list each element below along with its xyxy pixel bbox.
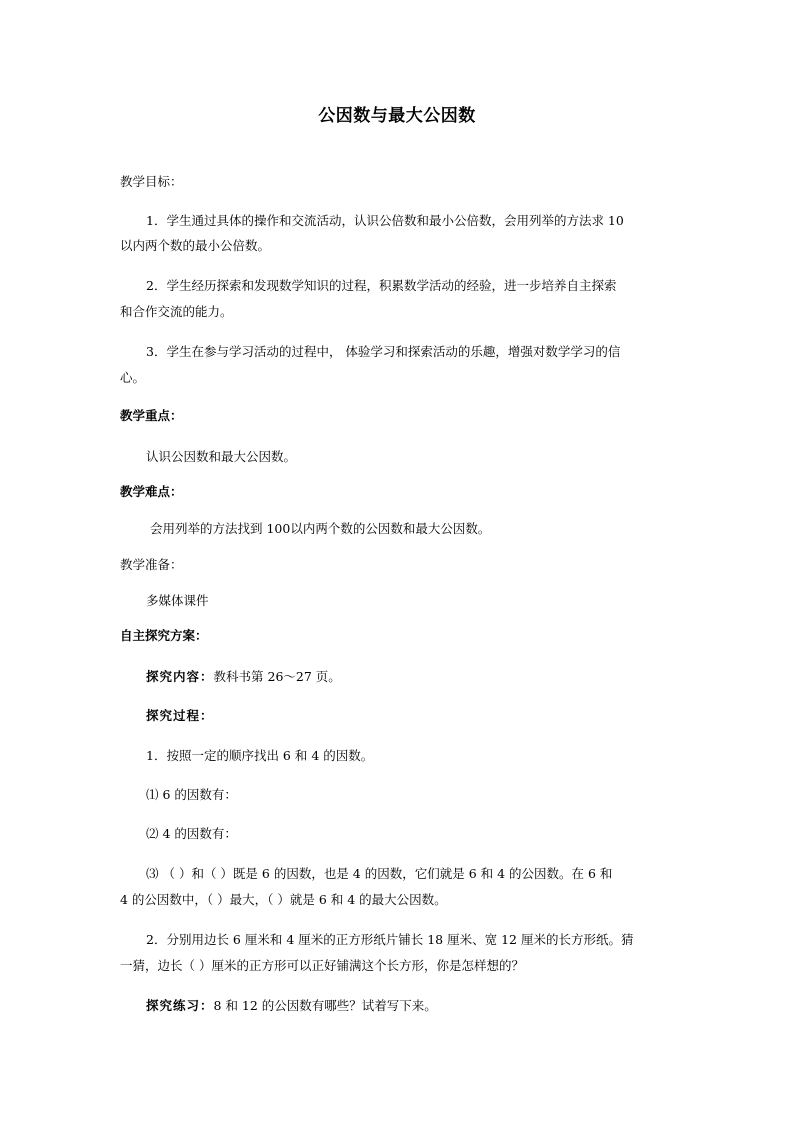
preparation-text: 多媒体课件 <box>146 593 209 608</box>
goals-heading: 教学目标： <box>120 174 183 189</box>
goal-3-line-2: 心。 <box>120 370 146 385</box>
step-1-c-line-2: 4 的公因数中，（ ）最大，（ ）就是 6 和 4 的最大公因数。 <box>120 892 447 907</box>
document-title: 公因数与最大公因数 <box>318 106 476 126</box>
preparation-heading: 教学准备： <box>120 557 183 572</box>
step-2-line-2: 一猜，边长（ ）厘米的正方形可以正好铺满这个长方形，你是怎样想的？ <box>120 958 524 973</box>
goal-2-line-1: 2．学生经历探索和发现数学知识的过程，积累数学活动的经验，进一步培养自主探索 <box>146 278 617 293</box>
step-2-line-1: 2．分别用边长 6 厘米和 4 厘米的正方形纸片铺长 18 厘米、宽 12 厘米的长方形纸。猜 <box>146 932 634 947</box>
goal-1-line-2: 以内两个数的最小公倍数。 <box>120 238 271 253</box>
step-1-b: ⑵ 4 的因数有： <box>146 826 237 841</box>
difficulty-text: 会用列举的方法找到 100以内两个数的公因数和最大公因数。 <box>150 521 491 536</box>
goal-2-line-2: 和合作交流的能力。 <box>120 304 233 319</box>
practice-label: 探究练习： <box>146 998 214 1013</box>
practice-text: 8 和 12 的公因数有哪些？试着写下来。 <box>213 998 437 1013</box>
goal-3-line-1: 3．学生在参与学习活动的过程中， 体验学习和探索活动的乐趣，增强对数学学习的信 <box>146 344 621 359</box>
content-text: 教科书第 26～27 页。 <box>213 669 341 684</box>
practice-line <box>146 998 437 1014</box>
process-label: 探究过程： <box>146 708 214 723</box>
content-line <box>146 669 341 685</box>
key-points-heading: 教学重点： <box>120 408 183 423</box>
difficulty-heading: 教学难点： <box>120 484 183 499</box>
step-1-a: ⑴ 6 的因数有： <box>146 787 237 802</box>
plan-heading: 自主探究方案： <box>120 628 208 643</box>
step-1: 1．按照一定的顺序找出 6 和 4 的因数。 <box>146 748 374 763</box>
content-label: 探究内容： <box>146 669 214 684</box>
step-1-c-line-1: ⑶ （ ）和（ ）既是 6 的因数，也是 4 的因数，它们就是 6 和 4 的公因数。在 6 和 <box>146 866 613 881</box>
key-points-text: 认识公因数和最大公因数。 <box>146 449 297 464</box>
goal-1-line-1: 1．学生通过具体的操作和交流活动，认识公倍数和最小公倍数，会用列举的方法求 10 <box>146 213 624 228</box>
